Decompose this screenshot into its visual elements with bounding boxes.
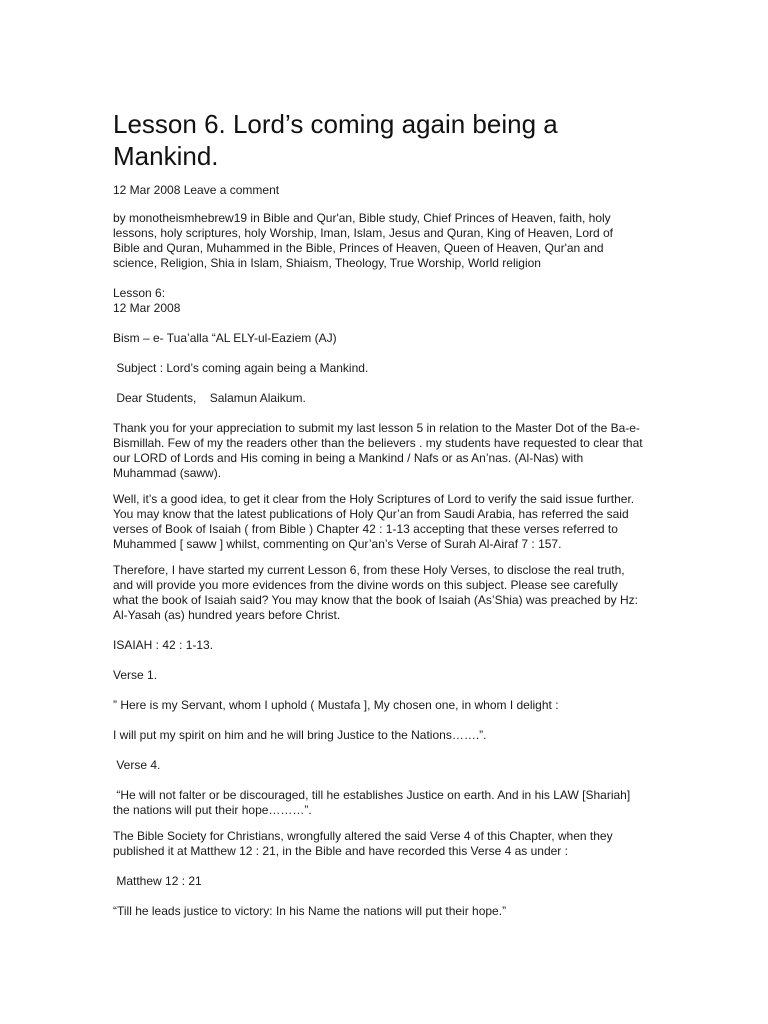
page-title: Lesson 6. Lord’s coming again being a Mankind. — [113, 109, 558, 171]
paragraph-bible-society: The Bible Society for Christians, wrongfully altered the said Verse 4 of this Chapter, when they published it at Matthew 12 : 21, in the Bible and have recorded this Verse 4 as under : — [113, 829, 616, 858]
verse1-line1: ” Here is my Servant, whom I uphold ( Mustafa ], My chosen one, in whom I delight : — [113, 698, 559, 712]
paragraph-appreciation: Thank you for your appreciation to submit my last lesson 5 in relation to the Master Dot of the Ba-e-Bismillah. Few of my the readers other than the believers . my students have requested to clear that our LORD of Lords and His coming in being a Mankind / Nafs or as An’nas. (Al-Nas) with Muhammad (saww). — [113, 421, 646, 480]
matthew-quote: “Till he leads justice to victory: In his Name the nations will put their hope.” — [113, 904, 507, 918]
post-meta: 12 Mar 2008 Leave a comment — [113, 183, 280, 197]
bism-line: Bism – e- Tua’alla “AL ELY-ul-Eaziem (AJ) — [113, 331, 337, 345]
lesson-label: Lesson 6: — [113, 286, 166, 300]
verse1-label: Verse 1. — [113, 668, 158, 682]
subject-line: Subject : Lord’s coming again being a Mankind. — [113, 361, 369, 375]
matthew-reference: Matthew 12 : 21 — [113, 874, 202, 888]
paragraph-good-idea: Well, it’s a good idea, to get it clear from the Holy Scriptures of Lord to verify the said issue further. You may know that the latest publications of Holy Qur’an from Saudi Arabia, has referred the said verses of Book of Isaiah ( from Bible ) Chapter 42 : 1-13 accepting that these verses referred to Muhammed [ saww ] whilst, commenting on Qur’an’s Verse of Surah Al-Airaf 7 : 157. — [113, 492, 638, 551]
post-categories: by monotheismhebrew19 in Bible and Qur'an, Bible study, Chief Princes of Heaven, faith, holy lessons, holy scriptures, holy Worship, Iman, Islam, Jesus and Quran, King of Heaven, Lord of Bible and Quran, Muhammed in the Bible, Princes of Heaven, Queen of Heaven, Qur'an and science, Religion, Shia in Islam, Shiaism, Theology, True Worship, World religion — [113, 211, 617, 270]
isaiah-reference: ISAIAH : 42 : 1-13. — [113, 638, 214, 652]
paragraph-therefore: Therefore, I have started my current Lesson 6, from these Holy Verses, to disclose the real truth, and will provide you more evidences from the divine words on this subject. Please see carefully what the book of Isaiah said? You may know that the book of Isaiah (As’Shia) was preached by Hz: Al-Yasah (as) hundred years before Christ. — [113, 563, 641, 622]
lesson-date: 12 Mar 2008 — [113, 301, 181, 315]
verse4-label: Verse 4. — [113, 758, 161, 772]
verse1-line2: I will put my spirit on him and he will bring Justice to the Nations…….”. — [113, 728, 487, 742]
document-page — [113, 108, 646, 919]
greeting-line: Dear Students, Salamun Alaikum. — [113, 391, 306, 405]
verse4-text: “He will not falter or be discouraged, till he establishes Justice on earth. And in his LAW [Shariah] the nations will put their hope………”. — [113, 788, 634, 817]
